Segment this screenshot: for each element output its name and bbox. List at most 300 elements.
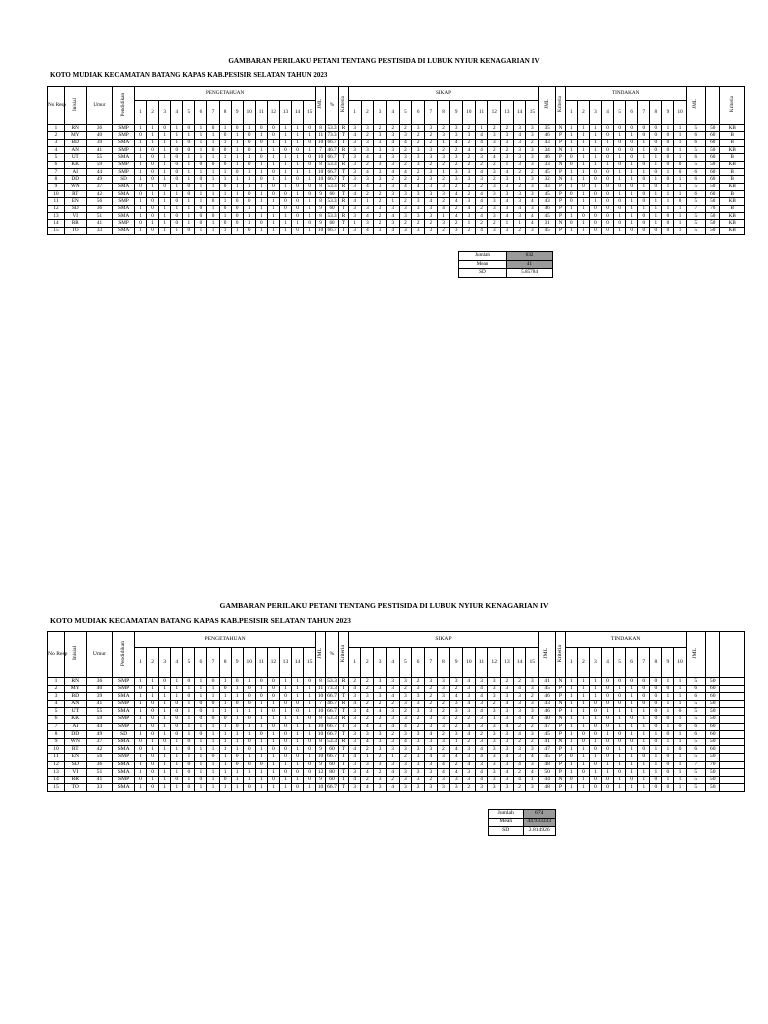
cell-tindakan-score: 1: [565, 213, 577, 220]
cell-pengetahuan-score: 1: [183, 776, 195, 784]
cell-jml-tindakan: 6: [686, 693, 705, 701]
header-item-number: 10: [674, 648, 686, 678]
cell-tindakan-score: 0: [674, 198, 686, 205]
cell-pengetahuan-score: 1: [292, 678, 304, 686]
cell-sikap-score: 3: [450, 700, 463, 708]
cell-pengetahuan-score: 1: [135, 761, 147, 769]
cell-kriteria-tindakan: KB: [720, 125, 745, 132]
cell-tindakan-score: 0: [662, 227, 674, 234]
cell-tindakan-score: 0: [638, 176, 650, 183]
cell-sikap-score: 3: [488, 227, 501, 234]
cell-tindakan-score: 1: [626, 784, 638, 792]
cell-no: 8: [48, 176, 65, 183]
cell-percent: 66.7: [327, 723, 337, 730]
cell-pengetahuan-score: 1: [292, 161, 304, 168]
cell-pengetahuan-score: 1: [219, 198, 231, 205]
cell-sikap-score: 3: [475, 761, 488, 769]
header-item-number: 3: [374, 648, 387, 678]
cell-no: 5: [48, 154, 65, 161]
cell-pengetahuan-score: 0: [147, 769, 159, 777]
cell-tindakan-score: 0: [589, 191, 601, 198]
cell-kriteria-tindakan: B: [720, 191, 745, 198]
cell-jml-pengetahuan: 8: [316, 213, 326, 220]
cell-sikap-score: 4: [386, 784, 399, 792]
cell-no: 10: [48, 191, 65, 198]
cell-sikap-score: 3: [412, 746, 425, 754]
cell-pengetahuan-score: 0: [147, 715, 159, 723]
cell-sikap-score: 4: [348, 132, 361, 139]
cell-tindakan-score: 1: [662, 723, 674, 731]
cell-sikap-score: 4: [437, 769, 450, 777]
cell-sikap-score: 3: [399, 213, 412, 220]
cell-umur: 49: [86, 176, 113, 183]
header-item-number: 7: [638, 648, 650, 678]
cell-kriteria-sikap: P: [556, 693, 566, 701]
cell-pengetahuan-score: 1: [183, 700, 195, 708]
cell-kriteria-sikap: P: [556, 784, 566, 792]
cell-jml-sikap: 45: [539, 685, 556, 693]
summary-sd-row: [489, 827, 556, 836]
cell-pengetahuan-score: 1: [159, 723, 171, 731]
header-pendidikan: [113, 87, 135, 125]
cell-tindakan-score: 1: [626, 132, 638, 139]
cell-percent-tindakan: 50: [705, 769, 720, 777]
cell-sikap-score: 4: [361, 183, 374, 190]
cell-percent-tindakan: 50: [705, 776, 720, 784]
header-jml-pengetahuan-text: JML: [316, 99, 323, 110]
cell-sikap-score: 3: [488, 761, 501, 769]
table-row: [48, 731, 745, 739]
cell-sikap-score: 3: [374, 176, 387, 183]
cell-pengetahuan-score: 1: [231, 769, 243, 777]
cell-tindakan-score: 1: [577, 147, 589, 154]
cell-sikap-score: 3: [348, 723, 361, 731]
header-tindakan: TINDAKAN: [565, 87, 686, 101]
cell-pengetahuan-score: 0: [304, 715, 316, 723]
cell-sikap-score: 3: [361, 139, 374, 146]
cell-umur: 44: [86, 723, 113, 731]
cell-tindakan-score: 1: [602, 139, 614, 146]
cell-tindakan-score: 0: [601, 693, 613, 701]
cell-sikap-score: 2: [386, 700, 399, 708]
cell-pengetahuan-score: 1: [147, 685, 159, 693]
cell-kriteria-tindakan: [720, 761, 745, 769]
cell-pengetahuan-score: 1: [135, 769, 147, 777]
cell-tindakan-score: 1: [589, 693, 601, 701]
cell-pengetahuan-score: 1: [292, 738, 304, 746]
cell-percent: 53.3: [327, 715, 337, 722]
cell-sikap-score: 3: [437, 191, 450, 198]
cell-sikap-score: 4: [386, 169, 399, 176]
cell-pengetahuan-score: 0: [183, 761, 195, 769]
cell-pengetahuan-score: 0: [279, 198, 291, 205]
cell-sikap-score: 3: [462, 685, 475, 693]
header-inisial: [64, 87, 86, 125]
cell-tindakan-score: 0: [638, 685, 650, 693]
cell-pendidikan: SMA: [113, 191, 135, 198]
cell-kriteria-tindakan: B: [720, 154, 745, 161]
cell-jml-pengetahuan: 10: [316, 139, 326, 146]
cell-pengetahuan-score: 1: [304, 213, 316, 220]
cell-pengetahuan-score: 1: [171, 685, 183, 693]
cell-jml-sikap: 46: [539, 205, 556, 212]
cell-pengetahuan-score: 1: [231, 746, 243, 754]
cell-pengetahuan-score: 0: [255, 678, 267, 686]
cell-tindakan-score: 1: [674, 776, 686, 784]
cell-sikap-score: 2: [386, 125, 399, 132]
cell-jml-sikap: 46: [539, 708, 556, 716]
cell-sikap-score: 3: [412, 753, 425, 761]
cell-pengetahuan-score: 1: [134, 161, 146, 168]
cell-tindakan-score: 0: [601, 700, 613, 708]
cell-pengetahuan-score: 0: [279, 723, 291, 731]
cell-sikap-score: 3: [488, 183, 501, 190]
cell-sikap-score: 3: [526, 154, 539, 161]
cell-jml-tindakan: 5: [686, 769, 705, 777]
cell-tindakan-score: 0: [626, 227, 638, 234]
cell-pengetahuan-score: 1: [304, 708, 316, 716]
cell-percent: 60: [325, 746, 338, 754]
cell-tindakan-score: 0: [674, 169, 686, 176]
cell-pengetahuan-score: 0: [195, 731, 207, 739]
cell-tindakan-score: 1: [674, 678, 686, 686]
cell-pengetahuan-score: 0: [255, 125, 267, 132]
cell-sikap-score: 2: [412, 139, 425, 146]
cell-sikap-score: 4: [348, 198, 361, 205]
cell-sikap-score: 3: [450, 169, 463, 176]
cell-pengetahuan-score: 0: [171, 708, 183, 716]
cell-pengetahuan-score: 0: [195, 205, 207, 212]
cell-umur: 55: [86, 154, 113, 161]
cell-sikap-score: 3: [399, 132, 412, 139]
cell-kriteria-sikap: P: [556, 769, 566, 777]
summary-mean-value: 41: [507, 260, 553, 269]
cell-percent: 53.3: [327, 738, 337, 745]
header-item-number: 14: [513, 648, 526, 678]
cell-sikap-score: 3: [463, 169, 476, 176]
cell-sikap-score: 4: [513, 776, 526, 784]
cell-tindakan-score: 0: [650, 700, 662, 708]
header-jml-pengetahuan-text: JML: [316, 647, 323, 659]
cell-sikap-score: 3: [475, 700, 488, 708]
cell-pengetahuan-score: 0: [171, 161, 183, 168]
cell-tindakan-score: 1: [565, 723, 577, 731]
cell-jml-sikap: 48: [539, 761, 556, 769]
cell-sikap-score: 4: [501, 213, 514, 220]
cell-pengetahuan-score: 1: [183, 213, 195, 220]
header-item-number: 6: [626, 101, 638, 125]
cell-kriteria-sikap: N: [556, 220, 566, 227]
header-jml-pengetahuan: [316, 87, 326, 125]
cell-pendidikan: SMP: [113, 198, 135, 205]
cell-pengetahuan-score: 1: [231, 139, 243, 146]
table-row: [48, 191, 745, 198]
cell-inisial: TO: [64, 227, 86, 234]
cell-tindakan-score: 0: [602, 191, 614, 198]
cell-pengetahuan-score: 1: [255, 161, 267, 168]
table-row: [48, 176, 745, 183]
cell-tindakan-score: 0: [565, 198, 577, 205]
cell-pengetahuan-score: 0: [279, 753, 291, 761]
cell-inisial: KK: [64, 161, 86, 168]
header-item-number: 2: [577, 648, 589, 678]
cell-sikap-score: 4: [475, 213, 488, 220]
cell-sikap-score: 3: [450, 708, 463, 716]
cell-pengetahuan-score: 1: [267, 769, 279, 777]
cell-pendidikan: SMP: [113, 161, 135, 168]
cell-tindakan-score: 1: [626, 693, 638, 701]
cell-sikap-score: 3: [412, 685, 425, 693]
cell-pengetahuan-score: 0: [304, 125, 316, 132]
table-row: [48, 161, 745, 168]
cell-sikap-score: 1: [386, 198, 399, 205]
cell-jml-pengetahuan: 8: [316, 125, 326, 132]
cell-kriteria-pengetahuan: T: [339, 220, 349, 227]
cell-sikap-score: 4: [475, 147, 488, 154]
cell-tindakan-score: 1: [565, 205, 577, 212]
cell-kriteria-sikap: N: [556, 125, 566, 132]
summary-sd-row: [459, 269, 553, 278]
table-row: [48, 723, 745, 731]
cell-tindakan-score: 1: [577, 205, 589, 212]
cell-percent: 60: [325, 191, 338, 198]
cell-jml-pengetahuan: 10: [316, 227, 326, 234]
cell-sikap-score: 3: [361, 176, 374, 183]
cell-tindakan-score: 1: [662, 205, 674, 212]
cell-tindakan-score: 1: [674, 147, 686, 154]
cell-tindakan-score: 1: [589, 678, 601, 686]
summary-jumlah-label: Jumlah: [489, 810, 524, 819]
header-item-number: 4: [386, 101, 399, 125]
cell-pengetahuan-score: 1: [159, 227, 171, 234]
cell-pengetahuan-score: 1: [279, 139, 291, 146]
cell-sikap-score: 3: [412, 227, 425, 234]
cell-pengetahuan-score: 1: [195, 784, 207, 792]
cell-pengetahuan-score: 0: [207, 715, 219, 723]
cell-tindakan-score: 0: [602, 154, 614, 161]
cell-sikap-score: 1: [450, 738, 463, 746]
cell-tindakan-score: 1: [650, 731, 662, 739]
cell-jml-sikap: 48: [539, 784, 556, 792]
cell-pendidikan: SMP: [113, 132, 135, 139]
cell-tindakan-score: 1: [577, 678, 589, 686]
cell-sikap-score: 3: [526, 176, 539, 183]
cell-percent: 73.3: [325, 132, 338, 139]
table-row: [48, 132, 745, 139]
cell-pengetahuan-score: 1: [219, 125, 231, 132]
cell-pengetahuan-score: 0: [171, 220, 183, 227]
summary-box-1: [458, 251, 553, 278]
header-jml-sikap-text: JML: [543, 99, 550, 110]
table-row: [48, 213, 745, 220]
header-item-number: 2: [577, 101, 589, 125]
cell-sikap-score: 3: [501, 227, 514, 234]
cell-pengetahuan-score: 0: [207, 161, 219, 168]
cell-tindakan-score: 0: [638, 700, 650, 708]
table-row: [48, 761, 745, 769]
cell-tindakan-score: 1: [674, 227, 686, 234]
cell-tindakan-score: 0: [614, 731, 626, 739]
cell-sikap-score: 4: [475, 693, 488, 701]
cell-pendidikan: SMP: [113, 776, 135, 784]
cell-tindakan-score: 1: [589, 753, 601, 761]
cell-tindakan-score: 1: [674, 154, 686, 161]
cell-pengetahuan-score: 1: [279, 220, 291, 227]
cell-sikap-score: 1: [501, 220, 514, 227]
cell-sikap-score: 3: [501, 191, 514, 198]
cell-sikap-score: 3: [526, 708, 539, 716]
cell-jml-pengetahuan: 10: [316, 693, 326, 701]
cell-pengetahuan-score: 1: [171, 784, 183, 792]
table-row: [48, 708, 745, 716]
cell-pengetahuan-score: 1: [292, 746, 304, 754]
cell-pengetahuan-score: 0: [292, 700, 304, 708]
cell-tindakan-score: 1: [565, 183, 577, 190]
cell-sikap-score: 2: [399, 685, 412, 693]
cell-sikap-score: 2: [475, 161, 488, 168]
cell-sikap-score: 3: [348, 183, 361, 190]
cell-sikap-score: 3: [488, 132, 501, 139]
cell-tindakan-score: 0: [577, 769, 589, 777]
header-item-number: 5: [183, 648, 195, 678]
cell-tindakan-score: 1: [577, 132, 589, 139]
cell-percent-tindakan: 60: [705, 723, 720, 731]
cell-kriteria-tindakan: [720, 776, 745, 784]
cell-sikap-score: 4: [399, 738, 412, 746]
cell-sikap-score: 3: [374, 746, 387, 754]
cell-pengetahuan-score: 1: [231, 191, 243, 198]
cell-sikap-score: 3: [424, 678, 437, 686]
summary-jumlah-value: 674: [523, 810, 556, 819]
cell-sikap-score: 3: [361, 693, 374, 701]
cell-sikap-score: 3: [412, 738, 425, 746]
cell-kriteria-pengetahuan: T: [339, 693, 349, 701]
cell-jml-sikap: 47: [539, 746, 556, 754]
cell-sikap-score: 3: [501, 746, 514, 754]
cell-sikap-score: 2: [526, 693, 539, 701]
cell-tindakan-score: 0: [565, 753, 577, 761]
cell-pengetahuan-score: 1: [207, 191, 219, 198]
cell-sikap-score: 2: [488, 700, 501, 708]
cell-percent: 66.7: [325, 227, 338, 234]
cell-umur: 39: [86, 693, 113, 701]
summary-jumlah-value: 632: [507, 252, 553, 261]
cell-pengetahuan-score: 1: [134, 198, 146, 205]
cell-inisial: AN: [64, 700, 86, 708]
cell-jml-tindakan: 6: [686, 132, 705, 139]
cell-sikap-score: 2: [450, 723, 463, 731]
cell-kriteria-pengetahuan: T: [339, 191, 349, 198]
cell-tindakan-score: 1: [674, 753, 686, 761]
header-item-number: 1: [134, 101, 146, 125]
cell-tindakan-score: 1: [650, 154, 662, 161]
cell-sikap-score: 3: [488, 723, 501, 731]
cell-no: 4: [48, 700, 65, 708]
cell-sikap-score: 2: [361, 161, 374, 168]
cell-jml-tindakan: 5: [686, 708, 705, 716]
cell-sikap-score: 3: [488, 738, 501, 746]
cell-inisial: EN: [64, 198, 86, 205]
cell-no: 13: [48, 769, 65, 777]
cell-pengetahuan-score: 1: [171, 139, 183, 146]
cell-pengetahuan-score: 1: [267, 220, 279, 227]
cell-tindakan-score: 0: [565, 154, 577, 161]
cell-tindakan-score: 1: [626, 205, 638, 212]
header-item-number: 11: [475, 648, 488, 678]
cell-inisial: AI: [64, 169, 86, 176]
cell-sikap-score: 4: [450, 191, 463, 198]
cell-sikap-score: 3: [386, 132, 399, 139]
cell-tindakan-score: 0: [614, 769, 626, 777]
subtitle-1: KOTO MUDIAK KECAMATAN BATANG KAPAS KAB.PESISIR SELATAN TAHUN 2023: [50, 71, 328, 79]
cell-tindakan-score: 0: [577, 183, 589, 190]
cell-pengetahuan-score: 1: [219, 723, 231, 731]
cell-tindakan-score: 1: [577, 176, 589, 183]
cell-pengetahuan-score: 0: [243, 139, 255, 146]
cell-sikap-score: 4: [513, 132, 526, 139]
cell-pengetahuan-score: 1: [207, 708, 219, 716]
cell-sikap-score: 3: [399, 678, 412, 686]
cell-pengetahuan-score: 0: [243, 198, 255, 205]
behavior-table-1: [47, 86, 745, 235]
cell-sikap-score: 2: [399, 147, 412, 154]
cell-tindakan-score: 1: [577, 723, 589, 731]
cell-pengetahuan-score: 1: [292, 139, 304, 146]
table-row: [48, 183, 745, 190]
cell-pendidikan: SMP: [113, 220, 135, 227]
cell-pengetahuan-score: 1: [183, 161, 195, 168]
header-blank: [720, 632, 745, 678]
cell-pengetahuan-score: 1: [304, 227, 316, 234]
cell-umur: 55: [86, 708, 113, 716]
header-item-number: 12: [488, 648, 501, 678]
cell-pengetahuan-score: 1: [147, 746, 159, 754]
cell-sikap-score: 3: [513, 154, 526, 161]
cell-inisial: WN: [64, 738, 86, 746]
cell-kriteria-tindakan: B: [720, 176, 745, 183]
cell-sikap-score: 2: [437, 125, 450, 132]
cell-pengetahuan-score: 1: [292, 220, 304, 227]
cell-pengetahuan-score: 1: [195, 746, 207, 754]
cell-sikap-score: 3: [437, 776, 450, 784]
cell-pendidikan: SMA: [113, 738, 135, 746]
cell-pengetahuan-score: 1: [267, 205, 279, 212]
cell-inisial: RN: [64, 125, 86, 132]
cell-tindakan-score: 1: [662, 183, 674, 190]
cell-sikap-score: 3: [399, 769, 412, 777]
cell-pengetahuan-score: 0: [147, 700, 159, 708]
cell-kriteria-tindakan: [720, 708, 745, 716]
cell-jml-sikap: 43: [539, 183, 556, 190]
cell-pengetahuan-score: 1: [304, 753, 316, 761]
cell-tindakan-score: 1: [614, 776, 626, 784]
header-item-number: 5: [399, 101, 412, 125]
cell-pengetahuan-score: 1: [207, 784, 219, 792]
cell-pengetahuan-score: 0: [243, 191, 255, 198]
cell-kriteria-tindakan: [720, 746, 745, 754]
cell-sikap-score: 3: [412, 693, 425, 701]
cell-sikap-score: 2: [361, 715, 374, 723]
cell-sikap-score: 2: [374, 220, 387, 227]
cell-pengetahuan-score: 1: [207, 183, 219, 190]
cell-pengetahuan-score: 0: [183, 693, 195, 701]
cell-tindakan-score: 1: [614, 154, 626, 161]
cell-tindakan-score: 1: [614, 715, 626, 723]
cell-pengetahuan-score: 1: [304, 723, 316, 731]
cell-tindakan-score: 1: [601, 708, 613, 716]
summary-mean-value: 44.933333: [523, 818, 556, 827]
cell-tindakan-score: 1: [565, 731, 577, 739]
